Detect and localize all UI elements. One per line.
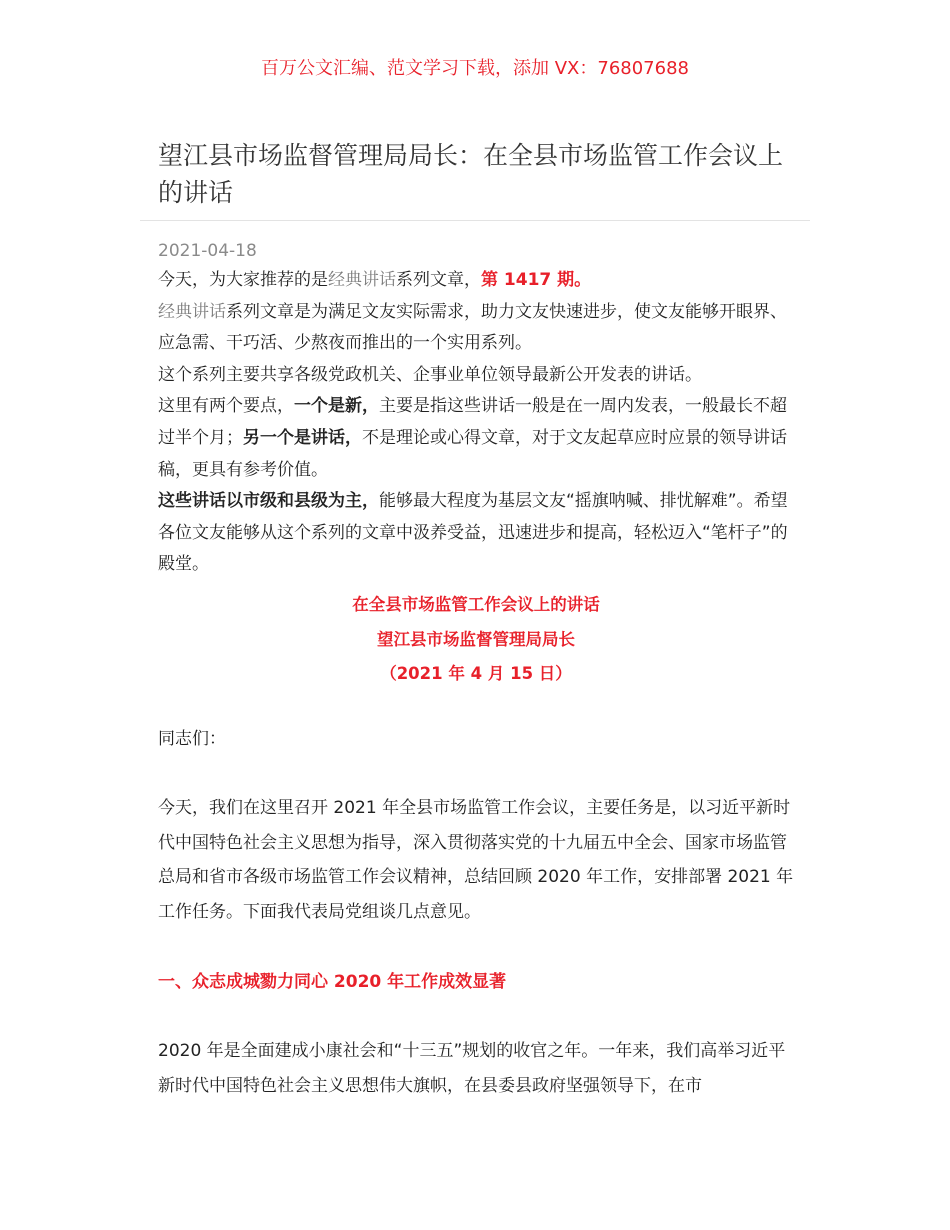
body-paragraph-1: 今天，我们在这里召开 2021 年全县市场监管工作会议，主要任务是，以习近平新时代中国特色社会主义思想为指导，深入贯彻落实党的十九届五中全会、国家市场监管总局和省市各级市场监管工作会议精神，总结回顾 2020 年工作，安排部署 2021 年工作任务。下面我代表局党组谈几点意见。 xyxy=(158,798,794,922)
intro-line-2-text: 系列文章是为满足文友实际需求，助力文友快速进步，使文友能够开眼界、应急需、干巧活、少熬夜而推出的一个实用系列。 xyxy=(158,301,787,354)
intro-line-5 xyxy=(158,486,794,581)
series-intro xyxy=(158,265,794,581)
speech-title: 在全县市场监管工作会议上的讲话 xyxy=(352,595,600,614)
series-name: 经典讲话 xyxy=(328,270,396,290)
points-mid: 主要是指这些讲话一般是在一周内发表，一般最长不超过半个月； xyxy=(158,396,787,448)
promo-banner: 百万公文汇编、范文学习下载，添加 VX：76807688 xyxy=(261,58,689,79)
speech-speaker: 望江县市场监督管理局局长 xyxy=(377,629,575,649)
focus-statement: 这些讲话以市级和县级为主， xyxy=(158,491,379,512)
intro-middle: 系列文章， xyxy=(396,270,481,290)
title-divider xyxy=(140,220,810,221)
section-heading-1: 一、众志成城勠力同心 2020 年工作成效显著 xyxy=(158,972,507,992)
intro-line-3: 这个系列主要共享各级党政机关、企事业单位领导最新公开发表的讲话。 xyxy=(158,364,702,385)
speech-heading xyxy=(158,588,794,692)
point-1: 一个是新， xyxy=(294,396,379,417)
series-name-2: 经典讲话 xyxy=(158,301,226,322)
intro-line-1 xyxy=(158,265,794,297)
intro-prefix: 今天，为大家推荐的是 xyxy=(158,270,328,290)
points-prefix: 这里有两个要点， xyxy=(158,396,294,417)
issue-number: 第 1417 期。 xyxy=(481,270,592,290)
article-title: 望江县市场监督管理局局长：在全县市场监管工作会议上的讲话 xyxy=(158,141,784,207)
focus-text: 能够最大程度为基层文友“摇旗呐喊、排忧解难”。希望各位文友能够从这个系列的文章中汲养受益，迅速进步和提高，轻松迈入“笔杆子”的殿堂。 xyxy=(158,491,788,575)
intro-line-4 xyxy=(158,391,794,486)
speech-date: （2021 年 4 月 15 日） xyxy=(380,664,572,683)
points-suffix: 不是理论或心得文章，对于文友起草应时应景的领导讲话稿，更具有参考价值。 xyxy=(158,427,787,480)
point-2: 另一个是讲话， xyxy=(243,427,362,448)
intro-line-2 xyxy=(158,297,794,360)
publish-date: 2021-04-18 xyxy=(158,241,257,261)
greeting: 同志们： xyxy=(158,729,226,749)
body-paragraph-2: 2020 年是全面建成小康社会和“十三五”规划的收官之年。一年来，我们高举习近平新时代中国特色社会主义思想伟大旗帜，在县委县政府坚强领导下，在市 xyxy=(158,1041,786,1096)
